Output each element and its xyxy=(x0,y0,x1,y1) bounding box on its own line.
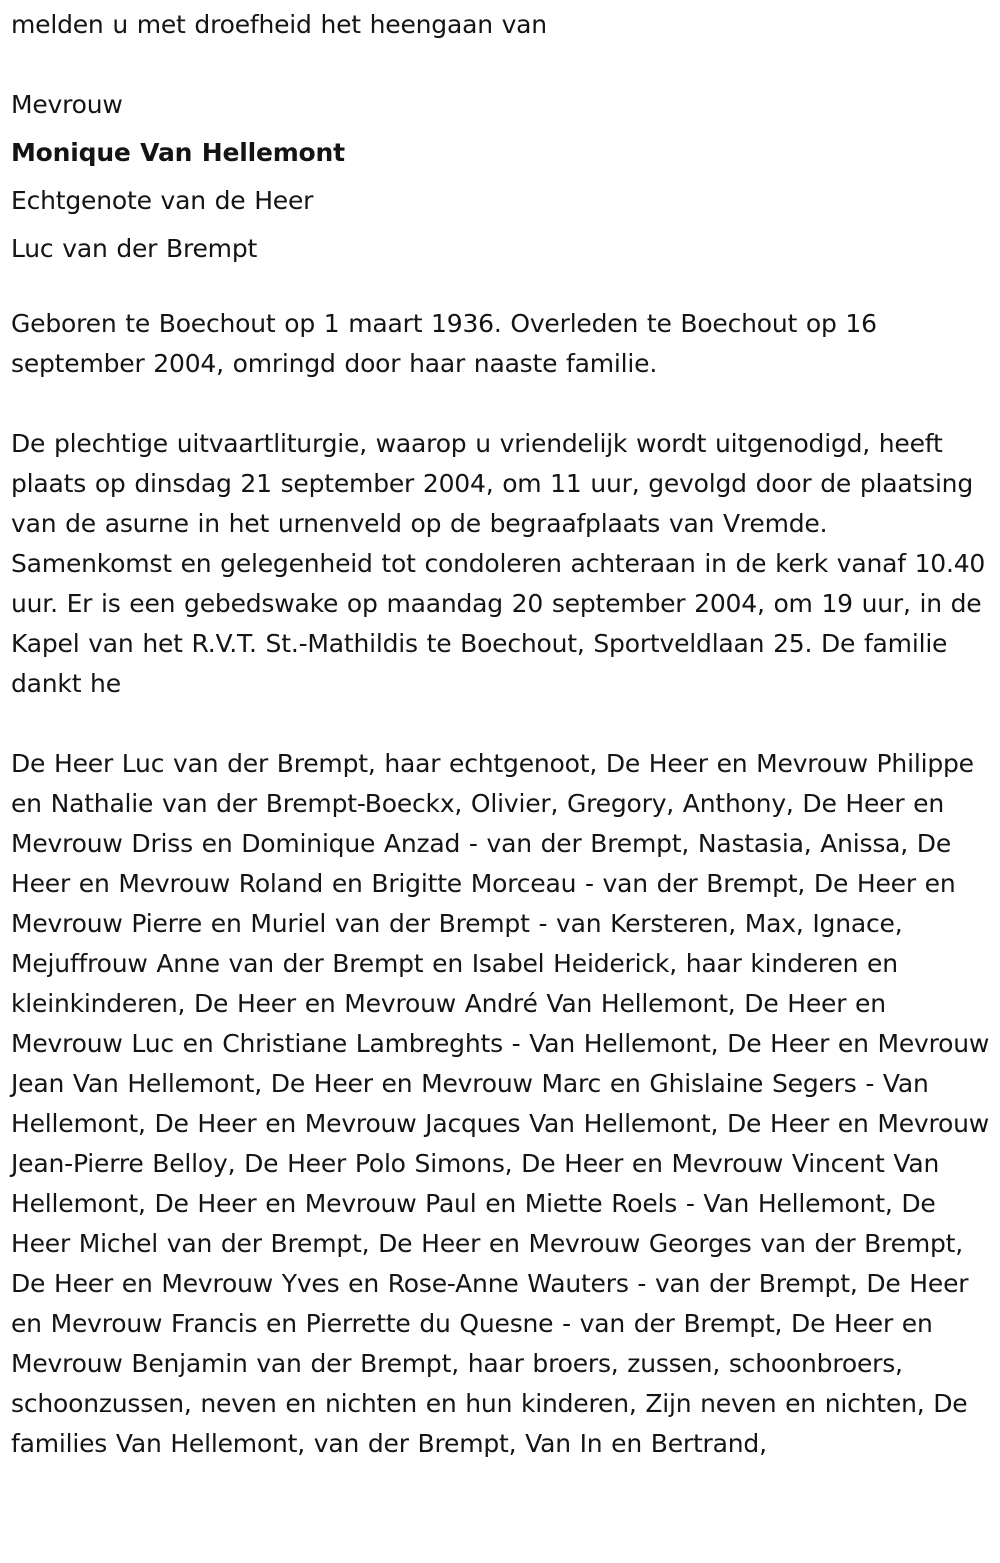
honorific: Mevrouw xyxy=(11,90,123,119)
funeral-paragraph: De plechtige uitvaartliturgie, waarop u vriendelijk wordt uitgenodigd, heeft plaats op dinsdag 21 september 2004, om 11 uur, gevolgd door de plaatsing van de asurne in het urnenveld op de begraafplaats van Vremde. Samenkomst en gelegenheid tot condoleren achteraan in de kerk vanaf 10.40 uur. Er is een gebedswake op maandag 20 september 2004, om 19 uur, in de Kapel van het R.V.T. St.-Mathildis te Boechout, Sportveldlaan 25. De familie dankt he xyxy=(11,429,986,698)
spouse-name: Luc van der Brempt xyxy=(11,234,258,263)
intro-text: melden u met droefheid het heengaan van xyxy=(11,10,547,39)
death-notice xyxy=(11,0,993,1464)
deceased-name: Monique Van Hellemont xyxy=(11,138,345,167)
spouse-label: Echtgenote van de Heer xyxy=(11,186,314,215)
birth-death-paragraph: Geboren te Boechout op 1 maart 1936. Overleden te Boechout op 16 september 2004, omringd door haar naaste familie. xyxy=(11,309,877,378)
family-paragraph: De Heer Luc van der Brempt, haar echtgenoot, De Heer en Mevrouw Philippe en Nathalie van der Brempt-Boeckx, Olivier, Gregory, Anthony, De Heer en Mevrouw Driss en Dominique Anzad - van der Brempt, Nastasia, Anissa, De Heer en Mevrouw Roland en Brigitte Morceau - van der Brempt, De Heer en Mevrouw Pierre en Muriel van der Brempt - van Kersteren, Max, Ignace, Mejuffrouw Anne van der Brempt en Isabel Heiderick, haar kinderen en kleinkinderen, De Heer en Mevrouw André Van Hellemont, De Heer en Mevrouw Luc en Christiane Lambreghts - Van Hellemont, De Heer en Mevrouw Jean Van Hellemont, De Heer en Mevrouw Marc en Ghislaine Segers - Van Hellemont, De Heer en Mevrouw Jacques Van Hellemont, De Heer en Mevrouw Jean-Pierre Belloy, De Heer Polo Simons, De Heer en Mevrouw Vincent Van Hellemont, De Heer en Mevrouw Paul en Miette Roels - Van Hellemont, De Heer Michel van der Brempt, De Heer en Mevrouw Georges van der Brempt, De Heer en Mevrouw Yves en Rose-Anne Wauters - van der Brempt, De Heer en Mevrouw Francis en Pierrette du Quesne - van der Brempt, De Heer en Mevrouw Benjamin van der Brempt, haar broers, zussen, schoonbroers, schoonzussen, neven en nichten en hun kinderen, Zijn neven en nichten, De families Van Hellemont, van der Brempt, Van In en Bertrand, xyxy=(11,749,990,1458)
